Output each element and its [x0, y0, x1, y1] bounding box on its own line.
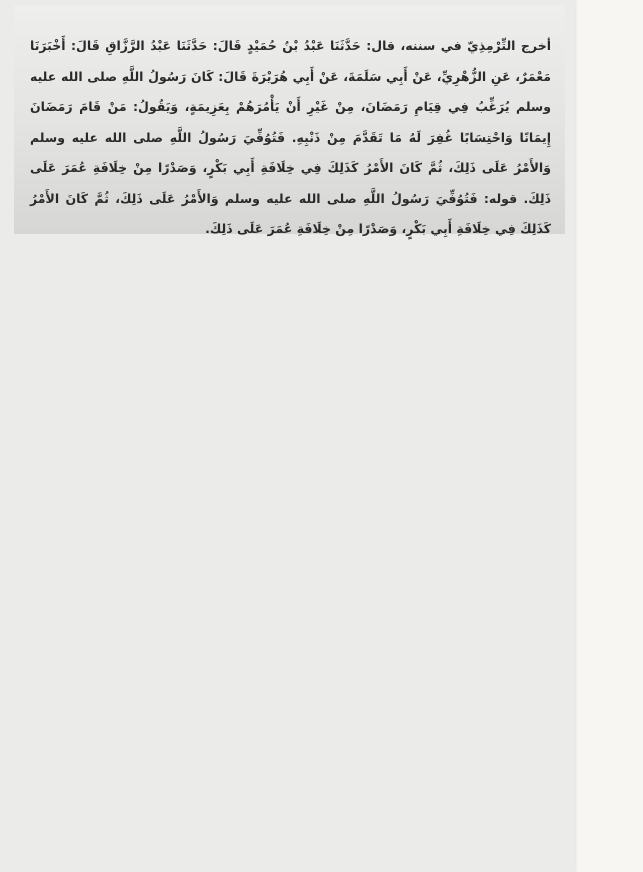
hadith-text-block	[14, 5, 565, 234]
hadith-paragraph: أخرج التِّرْمِذِيّ في سننه، قال: حَدَّثَنَا عَبْدُ بْنُ حُمَيْدٍ قَالَ: حَدَّثَنَا عَبْدُ الرَّزَّاقِ قَالَ: أَخْبَرَنَا مَعْمَرٌ، عَنِ الزُّهْرِيِّ، عَنْ أَبِي سَلَمَةَ، عَنْ أَبِي هُرَيْرَةَ قَالَ: كَانَ رَسُولُ اللَّهِ صلى الله عليه وسلم يُرَغِّبُ فِي قِيَامِ رَمَضَانَ، مِنْ غَيْرِ أَنْ يَأْمُرَهُمْ بِعَزِيمَةٍ، وَيَقُولُ: مَنْ قَامَ رَمَضَانَ إِيمَانًا وَاحْتِسَابًا غُفِرَ لَهُ مَا تَقَدَّمَ مِنْ ذَنْبِهِ. فَتُوُفِّيَ رَسُولُ اللَّهِ صلى الله عليه وسلم وَالأَمْرُ عَلَى ذَلِكَ، ثُمَّ كَانَ الأَمْرُ كَذَلِكَ فِي خِلَافَةِ أَبِي بَكْرٍ، وَصَدْرًا مِنْ خِلَافَةِ عُمَرَ عَلَى ذَلِكَ. قوله: فَتُوُفِّيَ رَسُولُ اللَّهِ صلى الله عليه وسلم وَالأَمْرُ عَلَى ذَلِكَ، ثُمَّ كَانَ الأَمْرُ كَذَلِكَ فِي خِلَافَةِ أَبِي بَكْرٍ، وَصَدْرًا مِنْ خِلَافَةِ عُمَرَ عَلَى ذَلِكَ.	[30, 38, 551, 236]
